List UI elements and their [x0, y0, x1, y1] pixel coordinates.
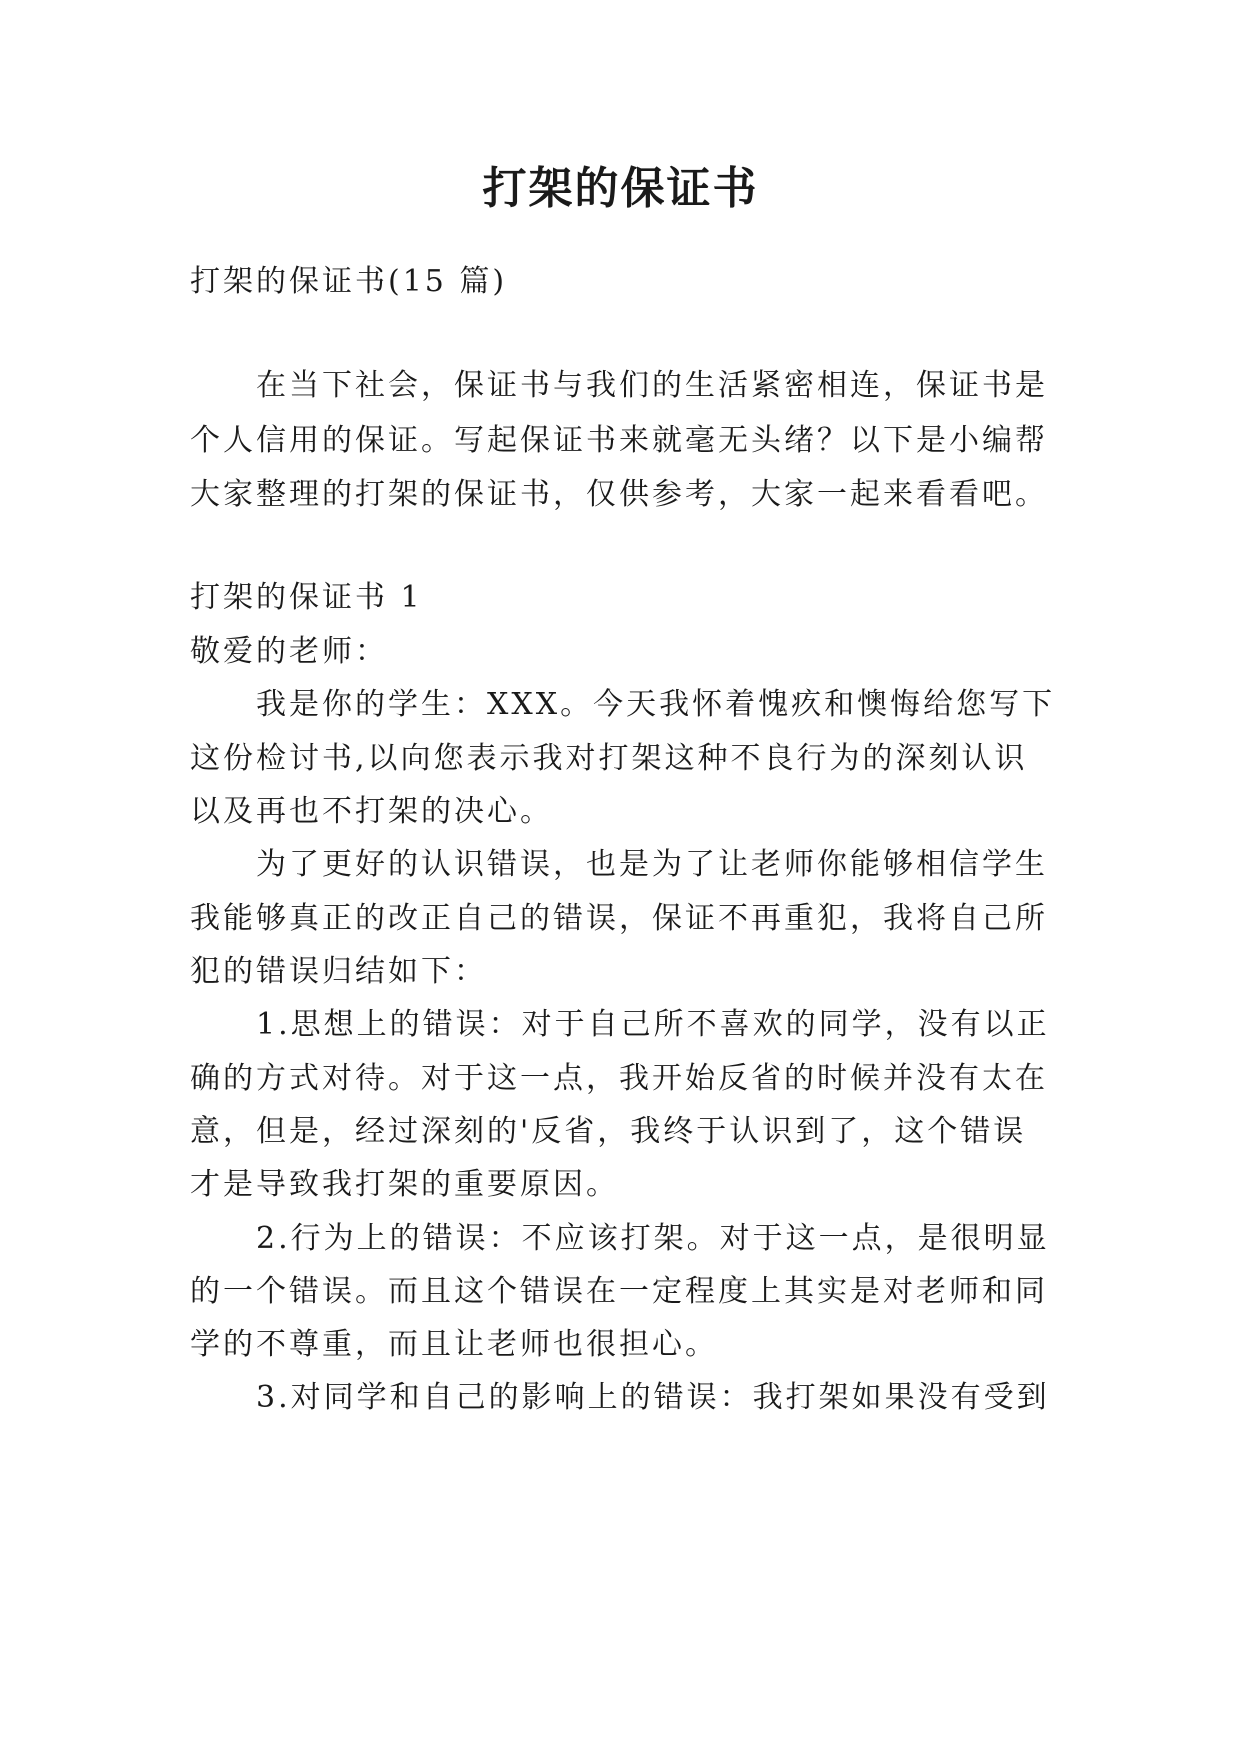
list-item-line: 的一个错误。而且这个错误在一定程度上其实是对老师和同 [190, 1274, 1048, 1309]
document-title: 打架的保证书 [482, 163, 759, 214]
document-subtitle: 打架的保证书(15 篇) [190, 264, 508, 299]
paragraph-line: 以及再也不打架的决心。 [190, 794, 553, 829]
list-item-line: 1.思想上的错误：对于自己所不喜欢的同学，没有以正 [256, 1007, 1050, 1042]
list-item-line: 确的方式对待。对于这一点，我开始反省的时候并没有太在 [190, 1061, 1048, 1096]
intro-line: 个人信用的保证。写起保证书来就毫无头绪？以下是小编帮 [190, 423, 1048, 458]
paragraph-line: 为了更好的认识错误，也是为了让老师你能够相信学生 [256, 847, 1048, 882]
paragraph-line: 我能够真正的改正自己的错误，保证不再重犯，我将自己所 [190, 901, 1048, 936]
intro-line: 在当下社会，保证书与我们的生活紧密相连，保证书是 [256, 368, 1048, 403]
paragraph-line: 犯的错误归结如下： [190, 954, 487, 989]
section-heading: 打架的保证书 1 [190, 580, 423, 615]
list-item-line: 学的不尊重，而且让老师也很担心。 [190, 1327, 718, 1362]
paragraph-line: 我是你的学生：XXX。今天我怀着愧疚和懊悔给您写下 [256, 687, 1056, 722]
intro-line: 大家整理的打架的保证书，仅供参考，大家一起来看看吧。 [190, 477, 1048, 512]
list-item-line: 3.对同学和自己的影响上的错误：我打架如果没有受到 [256, 1380, 1050, 1415]
paragraph-line: 这份检讨书,以向您表示我对打架这种不良行为的深刻认识 [190, 741, 1028, 776]
salutation: 敬爱的老师： [190, 634, 388, 669]
list-item-line: 2.行为上的错误：不应该打架。对于这一点，是很明显 [256, 1221, 1050, 1256]
list-item-line: 才是导致我打架的重要原因。 [190, 1167, 619, 1202]
list-item-line: 意，但是，经过深刻的'反省，我终于认识到了，这个错误 [190, 1114, 1027, 1149]
